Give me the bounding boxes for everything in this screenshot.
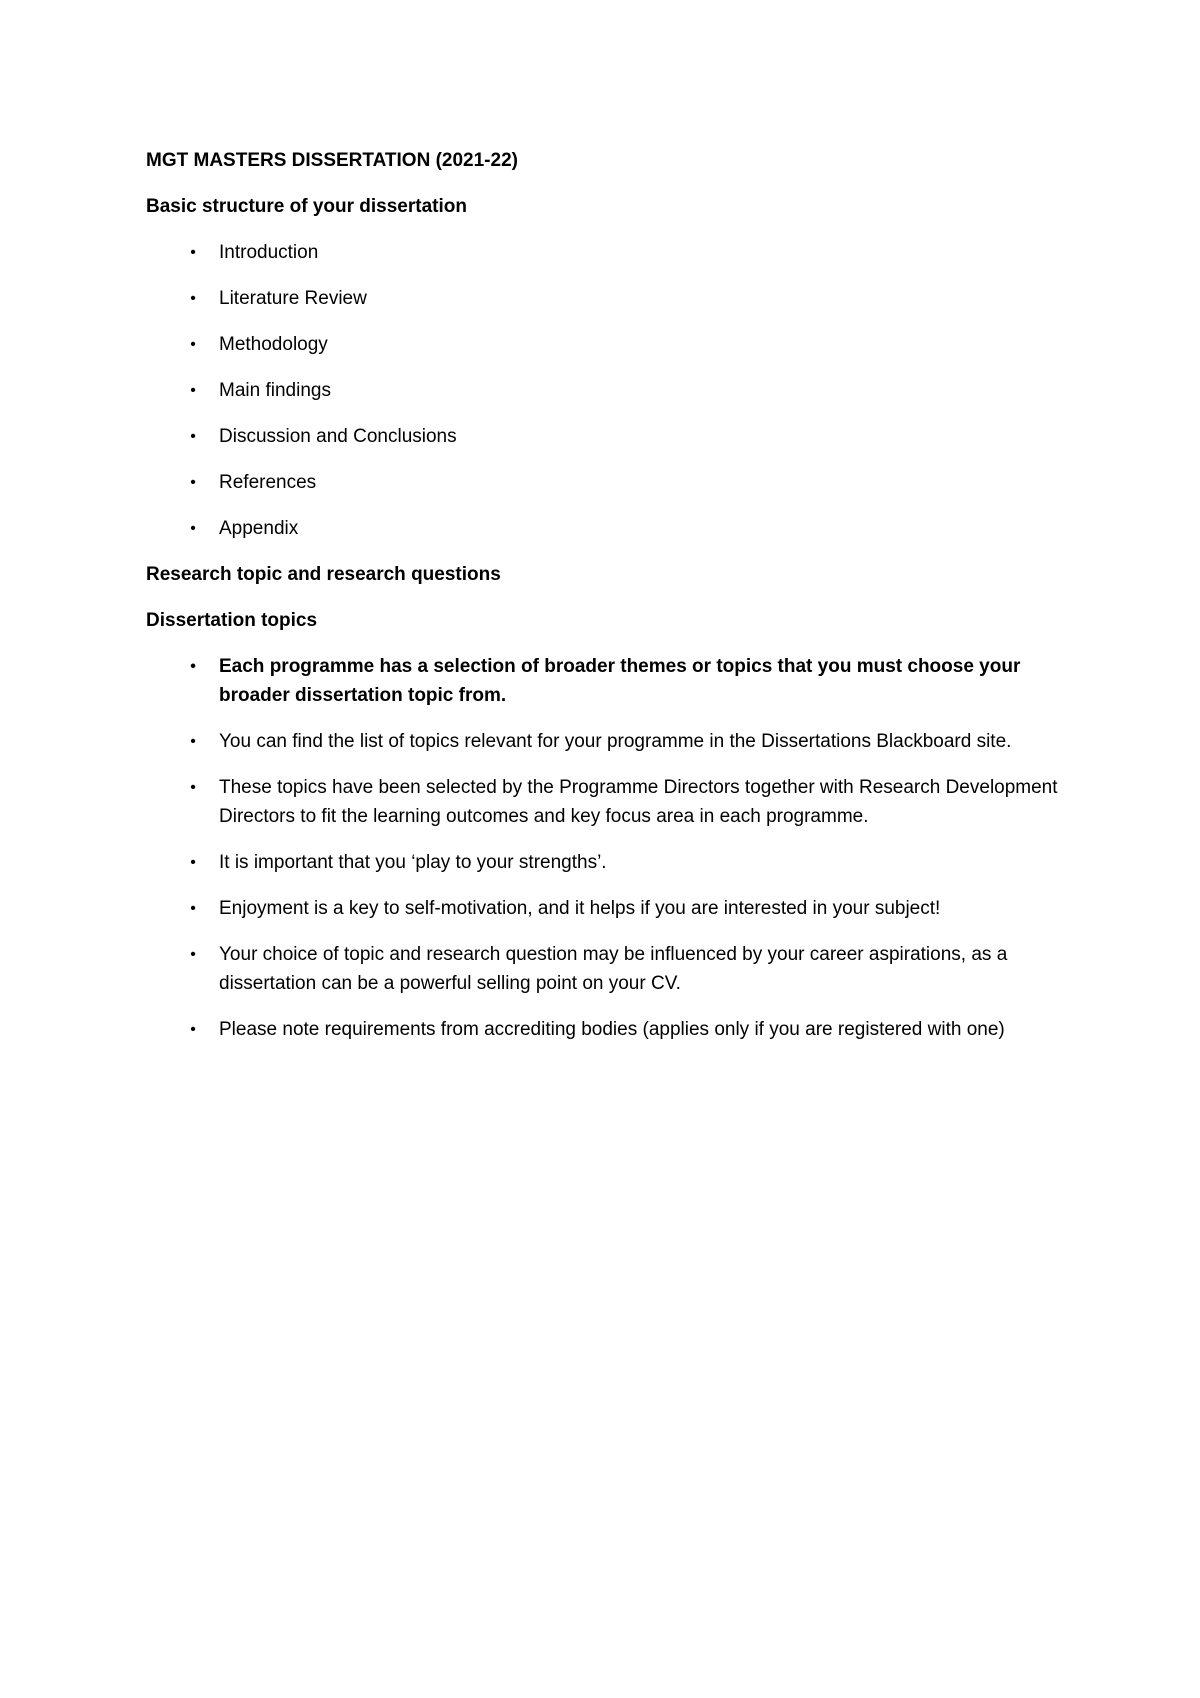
bullet-icon: • (190, 946, 196, 963)
document-title: MGT MASTERS DISSERTATION (2021-22) (146, 150, 518, 171)
list-item (146, 940, 1066, 998)
list-item-text: It is important that you ‘play to your strengths’. (219, 852, 607, 873)
bullet-icon: • (190, 244, 196, 261)
bullet-icon: • (190, 854, 196, 871)
bullet-icon: • (190, 1021, 196, 1038)
bullet-icon: • (190, 733, 196, 750)
list-item (146, 468, 1066, 497)
structure-list (146, 238, 1066, 543)
bullet-icon: • (190, 779, 196, 796)
list-item-text: You can find the list of topics relevant for your programme in the Dissertations Blackboard site. (219, 731, 1012, 752)
bullet-icon: • (190, 336, 196, 353)
structure-heading: Basic structure of your dissertation (146, 196, 467, 217)
topics-heading: Dissertation topics (146, 610, 318, 631)
list-item (146, 773, 1066, 831)
list-item-text: Each programme has a selection of broader themes or topics that you must choose your broader dissertation topic from. (219, 656, 1021, 706)
list-item-text: Methodology (219, 334, 328, 355)
list-item (146, 238, 1066, 267)
list-item-text: Appendix (219, 518, 299, 539)
list-item-text: Enjoyment is a key to self-motivation, and it helps if you are interested in your subject! (219, 898, 941, 919)
list-item (146, 652, 1066, 710)
topics-list (146, 652, 1066, 1044)
bullet-icon: • (190, 428, 196, 445)
list-item (146, 422, 1066, 451)
list-item (146, 376, 1066, 405)
list-item (146, 330, 1066, 359)
list-item-text: Literature Review (219, 288, 367, 309)
list-item-text: References (219, 472, 317, 493)
bullet-icon: • (190, 474, 196, 491)
list-item (146, 727, 1066, 756)
list-item-text: Please note requirements from accrediting bodies (applies only if you are registered with one) (219, 1019, 1005, 1040)
list-item-text: Main findings (219, 380, 331, 401)
research-heading: Research topic and research questions (146, 564, 501, 585)
bullet-icon: • (190, 900, 196, 917)
list-item (146, 514, 1066, 543)
bullet-icon: • (190, 658, 196, 675)
list-item-text: Introduction (219, 242, 319, 263)
document-body (146, 146, 1066, 1061)
bullet-icon: • (190, 290, 196, 307)
bullet-icon: • (190, 520, 196, 537)
list-item-text: These topics have been selected by the Programme Directors together with Research Development Directors to fit the learning outcomes and key focus area in each programme. (219, 777, 1058, 827)
bullet-icon: • (190, 382, 196, 399)
list-item (146, 894, 1066, 923)
list-item-text: Your choice of topic and research question may be influenced by your career aspirations, as a dissertation can be a powerful selling point on your CV. (219, 944, 1008, 994)
list-item (146, 848, 1066, 877)
list-item-text: Discussion and Conclusions (219, 426, 457, 447)
list-item (146, 1015, 1066, 1044)
list-item (146, 284, 1066, 313)
